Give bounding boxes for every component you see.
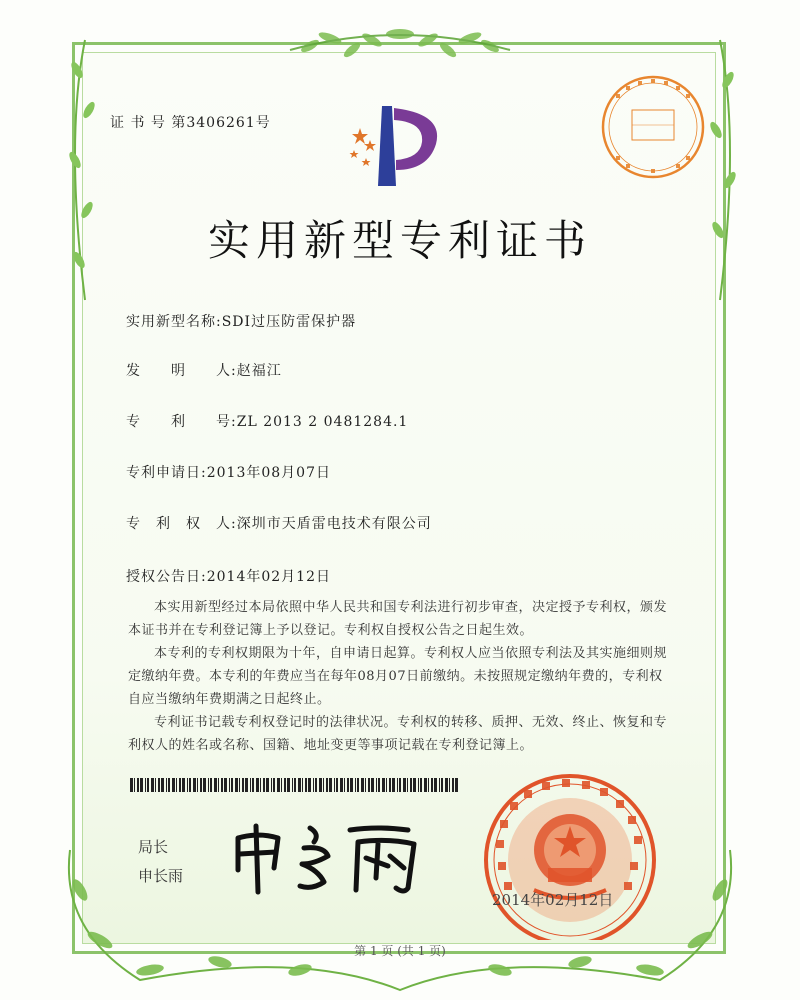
body-paragraph: 本实用新型经过本局依照中华人民共和国专利法进行初步审查，决定授予专利权，颁发本证书并在专利登记簿上予以登记。专利权自授权公告之日起生效。: [128, 600, 668, 638]
field-value: 2014年02月12日: [206, 569, 331, 585]
field-label: 专 利 号:: [126, 414, 237, 430]
field-application-date: [126, 462, 331, 482]
issue-date: 2014年02月12日: [492, 891, 614, 909]
director-name: 申长雨: [138, 867, 184, 885]
field-value: SDI过压防雷保护器: [221, 314, 357, 330]
field-grant-date: [126, 566, 331, 586]
field-patent-number: [126, 411, 408, 431]
body-paragraph: 本专利的专利权期限为十年，自申请日起算。专利权人应当依照专利法及其实施细则规定缴纳年费。本专利的年费应当在每年08月07日前缴纳。未按照规定缴纳年费的，专利权自应当缴纳年费期满之日起终止。: [128, 646, 668, 707]
field-label: 授权公告日:: [126, 569, 207, 585]
field-value: 赵福江: [236, 363, 282, 379]
director-title: 局长: [138, 838, 169, 856]
field-value: 2013年08月07日: [206, 465, 331, 481]
director-signature-icon: [228, 808, 428, 898]
field-value: 深圳市天盾雷电技术有限公司: [236, 516, 432, 532]
field-label: 实用新型名称:: [126, 314, 222, 330]
left-vine-ornament-icon: [55, 20, 115, 320]
body-paragraph: 专利证书记载专利权登记时的法律状况。专利权的转移、质押、无效、终止、恢复和专利权人的姓名或名称、国籍、地址变更等事项记载在专利登记簿上。: [128, 715, 668, 753]
field-value: ZL 2013 2 0481284.1: [236, 414, 409, 430]
field-utility-model-name: [126, 311, 356, 331]
field-patentee: [126, 513, 432, 533]
field-inventor: [126, 360, 282, 380]
patent-office-logo-icon: [344, 100, 454, 190]
certificate-number: 证 书 号 第3406261号: [110, 115, 271, 131]
page-indicator: 第 1 页 (共 1 页): [354, 944, 446, 958]
certificate-body: [128, 596, 668, 757]
agency-stamp: [598, 72, 708, 182]
barcode: [130, 778, 460, 792]
certificate-title: 实用新型专利证书: [207, 216, 592, 265]
field-label: 专 利 权 人:: [126, 516, 237, 532]
official-seal: [470, 770, 670, 940]
field-label: 发 明 人:: [126, 363, 237, 379]
field-label: 专利申请日:: [126, 465, 207, 481]
